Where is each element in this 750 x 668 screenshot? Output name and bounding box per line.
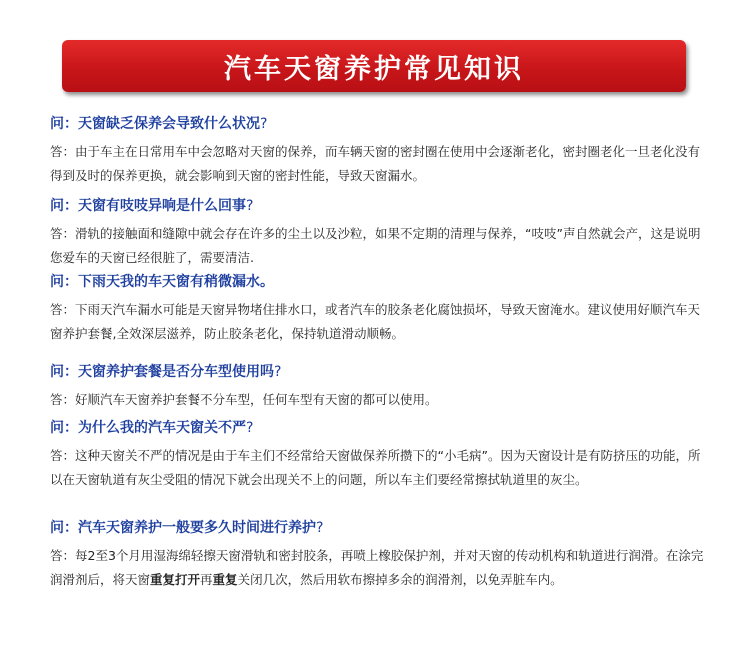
question-text: 汽车天窗养护一般要多久时间进行养护	[78, 520, 316, 536]
title-banner	[62, 40, 686, 92]
answer	[50, 140, 710, 188]
answer-emphasis-2: 重复	[212, 572, 238, 587]
question-text: 为什么我的汽车天窗关不严	[78, 420, 246, 436]
question-label: 问：	[50, 364, 78, 380]
question-label: 问：	[50, 198, 78, 214]
answer-text: 由于车主在日常用车中会忽略对天窗的保养，而车辆天窗的密封圈在使用中会逐渐老化，密封圈老化一旦老化没有得到及时的保养更换，就会影响到天窗的密封性能，导致天窗漏水。	[50, 144, 701, 183]
answer-label: 答：	[50, 144, 76, 159]
question-mark: ?	[246, 198, 254, 214]
question-text: 下雨天我的车天窗有稍微漏水。	[78, 274, 274, 290]
answer-text-part-3: 关闭几次，然后用软布擦掉多余的润滑剂，以免弄脏车内。	[237, 572, 563, 587]
question	[50, 518, 710, 538]
question-label: 问：	[50, 274, 78, 290]
question	[50, 418, 710, 438]
answer-text-part-2: 再	[200, 572, 213, 587]
question-text: 天窗有吱吱异响是什么回事	[78, 198, 246, 214]
qa-item-1	[50, 114, 710, 188]
answer-label: 答：	[50, 302, 76, 317]
answer	[50, 544, 710, 592]
answer-text: 好顺汽车天窗养护套餐不分车型，任何车型有天窗的都可以使用。	[75, 392, 438, 407]
answer-emphasis-1: 重复打开	[150, 572, 201, 587]
question-mark: ?	[260, 116, 268, 132]
qa-item-5	[50, 418, 710, 492]
answer	[50, 444, 710, 492]
answer-text: 这种天窗关不严的情况是由于车主们不经常给天窗做保养所攒下的“小毛病”。因为天窗设计是有防挤压的功能，所以在天窗轨道有灰尘受阻的情况下就会出现关不上的问题，所以车主们要经常擦拭轨道里的灰尘。	[50, 448, 701, 487]
qa-item-6	[50, 518, 710, 592]
answer	[50, 388, 710, 412]
question-mark: ?	[274, 364, 282, 380]
question-mark: ?	[316, 520, 324, 536]
answer	[50, 222, 710, 270]
answer-label: 答：	[50, 226, 76, 241]
answer-label: 答：	[50, 392, 76, 407]
question	[50, 114, 710, 134]
answer-text: 下雨天汽车漏水可能是天窗异物堵住排水口，或者汽车的胶条老化腐蚀损坏，导致天窗淹水。建议使用好顺汽车天窗养护套餐,全效深层滋养，防止胶条老化，保持轨道滑动顺畅。	[50, 302, 701, 341]
page-title: 汽车天窗养护常见知识	[224, 53, 524, 85]
answer	[50, 298, 710, 346]
answer-label: 答：	[50, 448, 76, 463]
question	[50, 272, 710, 292]
question	[50, 362, 710, 382]
answer-text: 滑轨的接触面和缝隙中就会存在许多的尘土以及沙粒，如果不定期的清理与保养，“吱吱”声自然就会产，这是说明您爱车的天窗已经很脏了，需要清洁.	[50, 226, 701, 265]
question-text: 天窗缺乏保养会导致什么状况	[78, 116, 260, 132]
answer-text-part-1: 每2至3个月用湿海绵轻擦天窗滑轨和密封胶条，再喷上橡胶保护剂，并对天窗的传动机构和轨道进行润滑。在涂完润滑剂后，将天窗	[50, 548, 704, 587]
qa-item-2	[50, 196, 710, 270]
answer-label: 答：	[50, 548, 76, 563]
question	[50, 196, 710, 216]
question-label: 问：	[50, 116, 78, 132]
qa-item-4	[50, 362, 710, 412]
qa-item-3	[50, 272, 710, 346]
question-label: 问：	[50, 420, 78, 436]
question-text: 天窗养护套餐是否分车型使用吗	[78, 364, 274, 380]
question-label: 问：	[50, 520, 78, 536]
question-mark: ?	[246, 420, 254, 436]
